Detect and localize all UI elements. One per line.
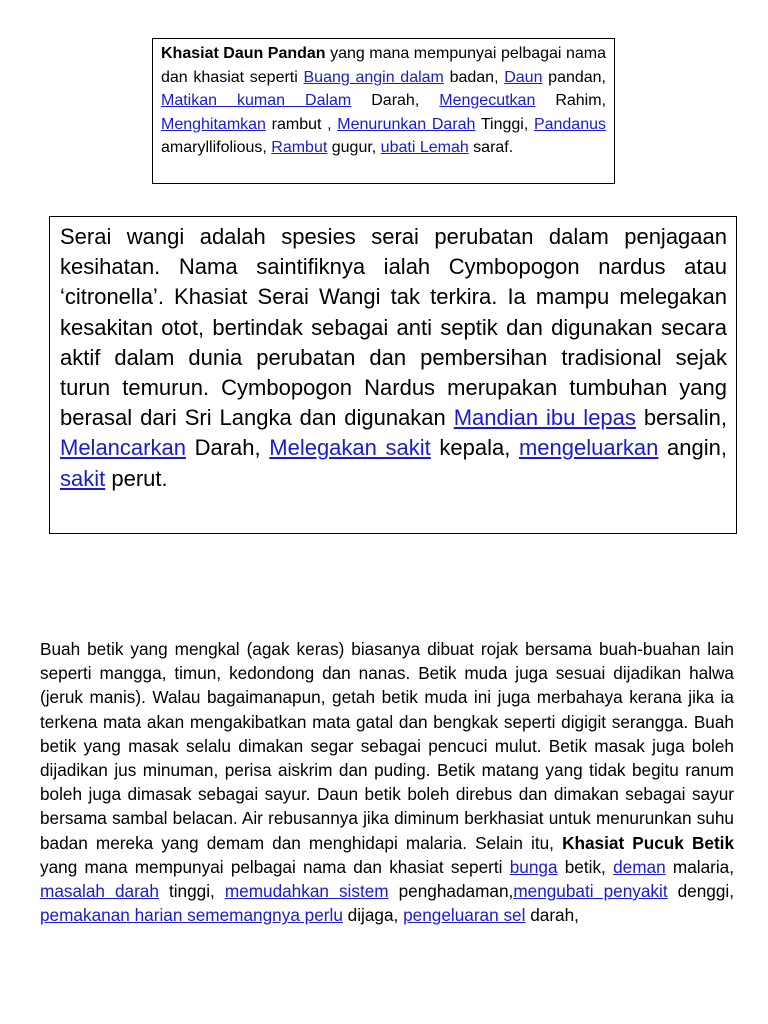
serai-link-melegakan-sakit[interactable]: Melegakan sakit xyxy=(269,435,431,461)
pandan-text: saraf. xyxy=(468,139,514,156)
betik-paragraph xyxy=(40,637,734,927)
betik-link-mengubati-penyakit[interactable]: mengubati penyakit xyxy=(513,881,668,902)
pandan-link-menghitamkan[interactable]: Menghitamkan xyxy=(161,115,266,133)
betik-text: tinggi, xyxy=(158,881,225,902)
betik-text: dijaga, xyxy=(342,905,404,926)
pandan-link-daun[interactable]: Daun xyxy=(504,68,543,86)
pandan-text-box xyxy=(152,38,615,184)
serai-text: angin, xyxy=(658,435,727,461)
pandan-text: yang mana mempunyai pelbagai nama dan khasiat seperti xyxy=(161,45,606,86)
betik-bold-title: Khasiat Pucuk Betik xyxy=(562,832,734,853)
pandan-text: badan, xyxy=(443,68,505,86)
pandan-text: pandan, xyxy=(542,68,606,86)
serai-link-mengeluarkan[interactable]: mengeluarkan xyxy=(518,435,659,461)
pandan-link-matikan-kuman[interactable]: Matikan kuman Dalam xyxy=(161,92,352,109)
betik-link-deman[interactable]: deman xyxy=(613,856,666,877)
serai-text: Serai wangi adalah spesies serai perubatan dalam penjagaan kesihatan. Nama saintifiknya ialah Cymbopogon nardus atau ‘citronella’. Khasiat Serai Wangi tak terkira. Ia mampu melegakan kesakitan otot, bertindak sebagai anti septik dan digunakan secara aktif dalam dunia perubatan dan pembersihan tradisional sejak turun temurun. Cymbopogon Nardus merupakan tumbuhan yang berasal dari Sri Langka dan digunakan xyxy=(60,224,727,431)
betik-link-memudahkan-sistem[interactable]: memudahkan sistem xyxy=(224,881,389,902)
betik-link-masalah-darah[interactable]: masalah darah xyxy=(40,881,159,902)
pandan-text: rambut , xyxy=(265,115,338,133)
pandan-link-ubati-lemah[interactable]: ubati Lemah xyxy=(380,139,469,156)
pandan-text: Tinggi, xyxy=(475,115,534,133)
serai-text: Darah, xyxy=(185,435,270,461)
pandan-link-rambut[interactable]: Rambut xyxy=(271,139,328,156)
pandan-link-mengecutkan[interactable]: Mengecutkan xyxy=(439,92,536,109)
betik-link-bunga[interactable]: bunga xyxy=(509,856,558,877)
serai-text-box xyxy=(49,216,737,534)
pandan-text: Rahim, xyxy=(535,92,607,109)
pandan-text: Darah, xyxy=(351,92,440,109)
serai-text: bersalin, xyxy=(635,405,727,431)
serai-link-melancarkan[interactable]: Melancarkan xyxy=(60,435,186,461)
pandan-title: Khasiat Daun Pandan xyxy=(161,45,326,62)
betik-text: penghadaman, xyxy=(388,881,514,902)
serai-link-sakit[interactable]: sakit xyxy=(60,465,106,491)
betik-text: yang mana mempunyai pelbagai nama dan khasiat seperti xyxy=(40,856,510,877)
betik-text: darah, xyxy=(525,905,579,926)
pandan-link-buang-angin[interactable]: Buang angin dalam xyxy=(303,68,444,86)
pandan-text: gugur, xyxy=(327,139,381,156)
pandan-link-menurunkan-darah[interactable]: Menurunkan Darah xyxy=(337,115,476,133)
serai-link-mandian-ibu[interactable]: Mandian ibu lepas xyxy=(453,405,636,431)
betik-text: malaria, xyxy=(665,856,735,877)
betik-text: betik, xyxy=(557,856,614,877)
pandan-text: amaryllifolious, xyxy=(161,139,272,156)
betik-link-pemakanan-harian[interactable]: pemakanan harian sememangnya perlu xyxy=(40,905,343,926)
pandan-link-pandanus[interactable]: Pandanus xyxy=(533,115,606,133)
serai-text: perut. xyxy=(105,465,168,491)
betik-link-pengeluaran-sel[interactable]: pengeluaran sel xyxy=(403,905,526,926)
betik-text: denggi, xyxy=(667,881,735,902)
betik-text: Buah betik yang mengkal (agak keras) biasanya dibuat rojak bersama buah-buahan lain seperti mangga, timun, kedondong dan nanas. Betik muda juga sesuai dijadikan halwa (jeruk manis). Walau bagaimanapun, getah betik muda ini juga merbahaya kerana jika ia terkena mata akan mengakibatkan mata gatal dan bengkak seperti digigit serangga. Buah betik yang masak selalu dimakan segar sebagai pencuci mulut. Betik masak juga boleh dijadikan jus minuman, perisa aiskrim dan puding. Betik matang yang tidak begitu ranum boleh juga dimasak sebagai sayur. Daun betik boleh direbus dan dimakan sebagai sayur bersama sambal belacan. Air rebusannya jika diminum berkhasiat untuk menurunkan suhu badan mereka yang demam dan menghidapi malaria. Selain itu, xyxy=(40,639,734,853)
serai-text: kepala, xyxy=(430,435,519,461)
